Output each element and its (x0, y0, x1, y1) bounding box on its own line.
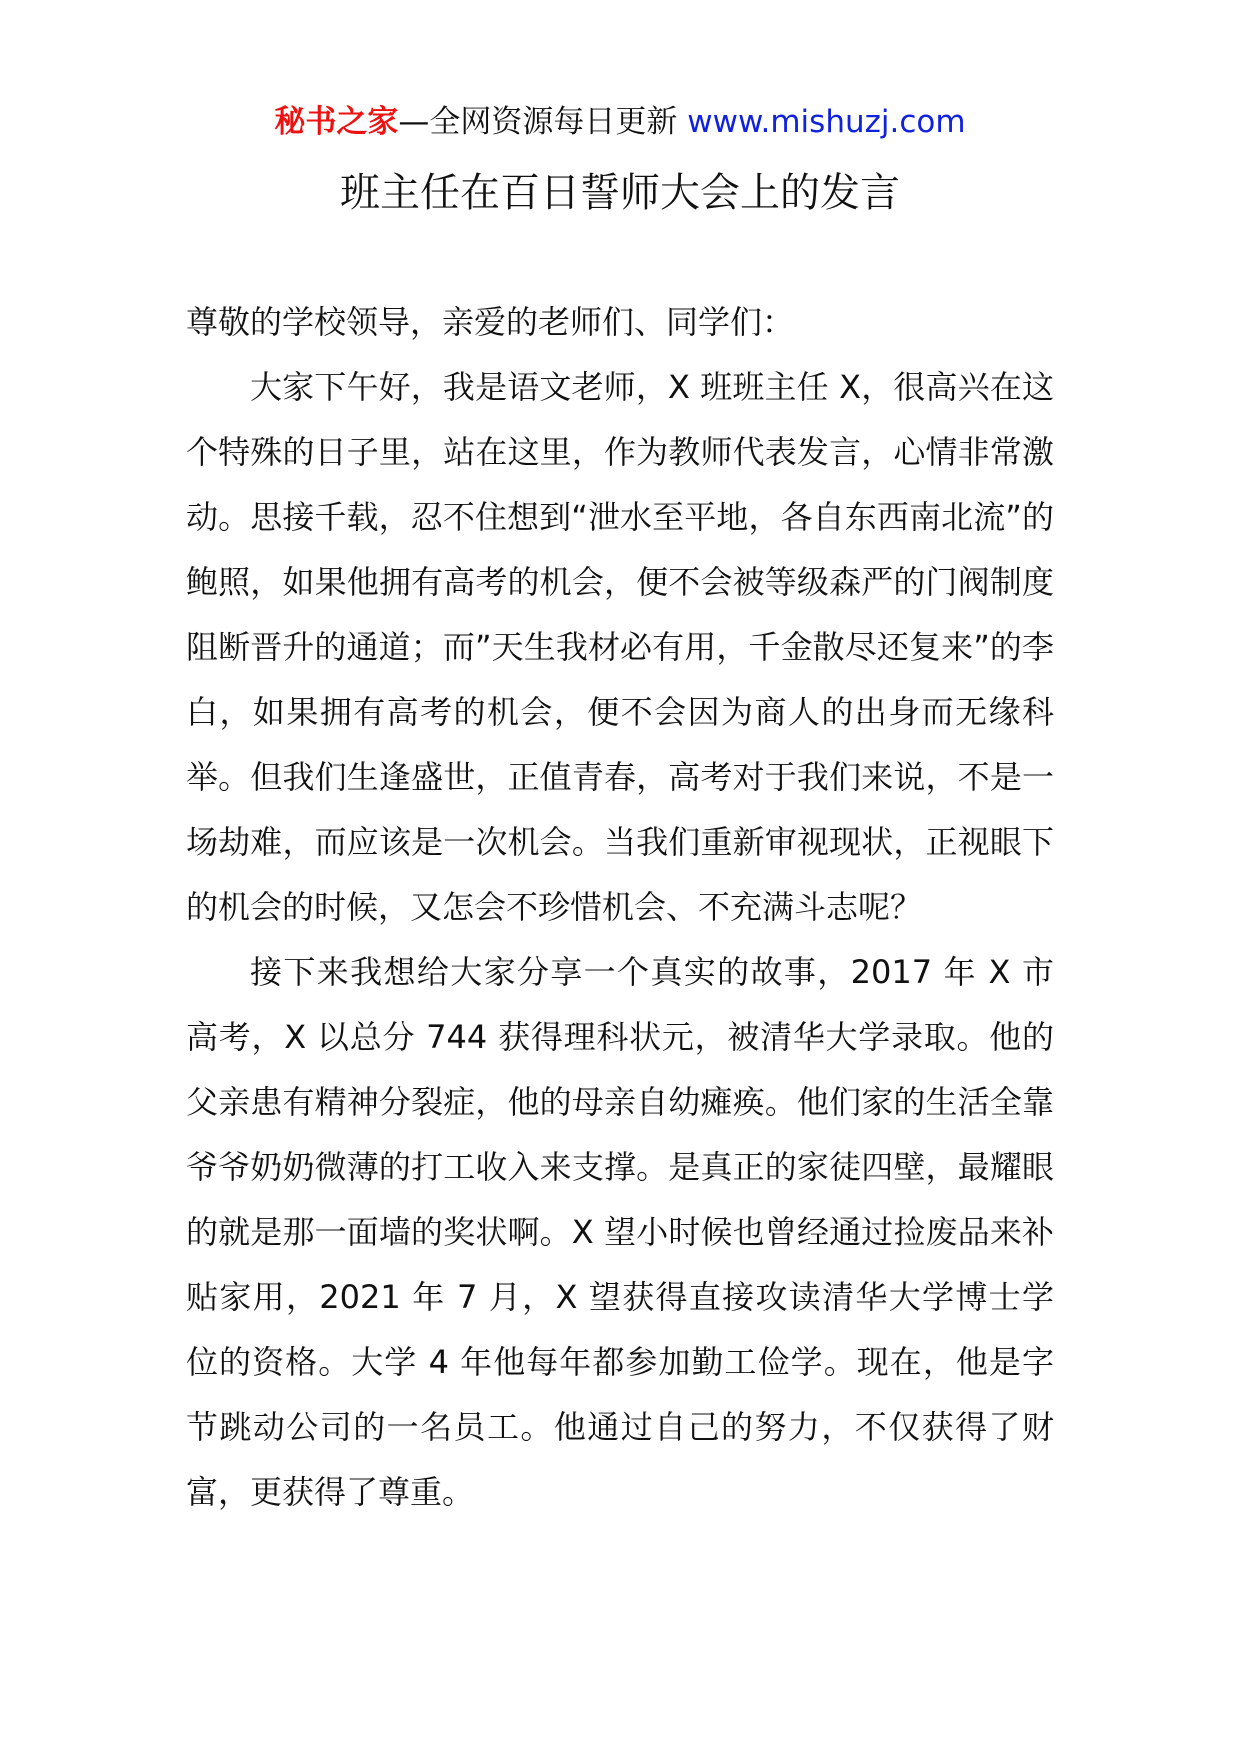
document-title: 班主任在百日誓师大会上的发言 (340, 170, 900, 216)
paragraph-1: 大家下午好，我是语文老师，X 班班主任 X，很高兴在这个特殊的日子里，站在这里，作为教师代表发言，心情非常激动。思接千载，忍不住想到“泄水至平地，各自东西南北流”的鲍照，如果他拥有高考的机会，便不会被等级森严的门阀制度阻断晋升的通道；而”天生我材必有用，千金散尽还复来”的李白，如果拥有高考的机会，便不会因为商人的出身而无缘科举。但我们生逢盛世，正值青春，高考对于我们来说，不是一场劫难，而应该是一次机会。当我们重新审视现状，正视眼下的机会的时候，又怎会不珍惜机会、不充满斗志呢？ (186, 368, 1054, 926)
site-header (0, 102, 1240, 142)
salutation: 尊敬的学校领导，亲爱的老师们、同学们： (186, 303, 795, 341)
brand-name: 秘书之家 (274, 104, 399, 140)
paragraph-2: 接下来我想给大家分享一个真实的故事，2017 年 X 市高考，X 以总分 744 获得理科状元，被清华大学录取。他的父亲患有精神分裂症，他的母亲自幼瘫痪。他们家的生活全靠爷爷奶奶微薄的打工收入来支撑。是真正的家徒四壁，最耀眼的就是那一面墙的奖状啊。X 望小时候也曾经通过捡废品来补贴家用，2021 年 7 月，X 望获得直接攻读清华大学博士学位的资格。大学 4 年他每年都参加勤工俭学。现在，他是字节跳动公司的一名员工。他通过自己的努力，不仅获得了财富，更获得了尊重。 (186, 953, 1054, 1511)
document-body (186, 290, 1054, 1525)
site-url-link[interactable]: www.mishuzj.com (687, 104, 966, 140)
header-tagline: —全网资源每日更新 (398, 104, 688, 140)
